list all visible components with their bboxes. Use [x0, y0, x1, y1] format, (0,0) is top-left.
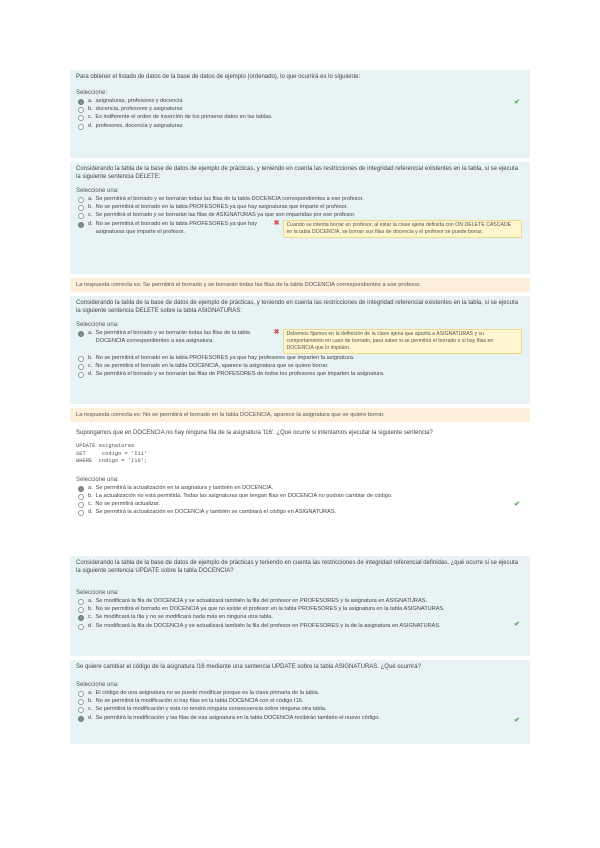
option-b[interactable]: b. No se permitirá la modificación si hay filas en la tabla DOCENCIA con el código I16. — [76, 697, 522, 705]
option-d[interactable]: d. Se permitirá el borrado y se borrarán las filas de PROFESORES de todos los profesores que imparten la asignatura. — [76, 370, 522, 378]
radio-button[interactable] — [78, 115, 84, 121]
correct-check-icon: ✔ — [514, 501, 520, 508]
answer-label: Seleccione: — [76, 90, 108, 96]
feedback-3 — [70, 408, 530, 422]
feedback-tip: Cuando se intenta borrar un profesor, al estar la clave ajena definida con ON DELETE CASCADE en la tabla DOCENCIA, se borran sus filas de docencia y el profesor se puede borrar. — [283, 220, 522, 238]
radio-button[interactable] — [78, 615, 84, 621]
question-text: Considerando la tabla de la base de datos de ejemplo de prácticas, y teniendo en cuenta las restricciones de integridad referencial existentes en la tabla, si se ejecuta la siguiente sentencia DELETE: — [76, 166, 518, 180]
answer-label: Seleccione una: — [76, 682, 119, 688]
answer-label: Seleccione una: — [76, 322, 119, 328]
option-d[interactable]: d. Se permitirá la actualización en DOCENCIA y también se cambiará el código en ASIGNATURAS. — [76, 508, 522, 516]
radio-button[interactable] — [78, 691, 84, 697]
radio-button[interactable] — [78, 607, 84, 613]
feedback-tip: Debemos fijarnos en la definición de la clave ajena que apunta a ASIGNATURAS y su comportamiento en caso de borrado, para saber si se permitirá el borrado o si hay filas en DOCENCIA que lo impiden. — [283, 329, 522, 354]
option-d[interactable]: d. Se permitirá la modificación y las filas de esa asignatura en la tabla DOCENCIA recibirán también el nuevo código. — [76, 714, 522, 722]
option-d[interactable]: d. Se modificará la fila de DOCENCIA y se actualizará también la fila del profesor en PROFESORES y la de la asignatura en ASIGNATURAS. — [76, 622, 522, 630]
option-b[interactable]: b. No se permitirá el borrado en DOCENCIA ya que no existe el profesor en la tabla PROFESORES y la asignatura en la tabla ASIGNATURAS. — [76, 605, 522, 613]
question-2 — [70, 162, 530, 274]
radio-button[interactable] — [78, 213, 84, 219]
option-c[interactable]: c. No se permitirá actualizar. — [76, 500, 522, 508]
radio-button[interactable] — [78, 99, 84, 105]
correct-check-icon: ✔ — [514, 99, 520, 106]
question-text: Supongamos que en DOCENCIA no hay ninguna fila de la asignatura 'I16'. ¿Qué ocurre si intentamos ejecutar la siguiente sentencia? — [76, 430, 433, 436]
question-4 — [70, 426, 530, 552]
correct-check-icon: ✔ — [514, 717, 520, 724]
answer-label: Seleccione una: — [76, 188, 119, 194]
option-c[interactable]: c. Se permitirá la modificación y esta no tendrá ninguna consecuencia sobre ninguna otra tabla. — [76, 705, 522, 713]
incorrect-cross-icon: ✖ — [273, 329, 280, 336]
radio-button[interactable] — [78, 364, 84, 370]
quiz-review-page — [70, 70, 530, 748]
option-b[interactable]: b. No se permitirá el borrado en la tabla PROFESORES ya que hay profesores que imparten la asignatura. — [76, 354, 522, 362]
radio-button[interactable] — [78, 372, 84, 378]
radio-button[interactable] — [78, 197, 84, 203]
option-a[interactable]: a. Se modificará la fila de DOCENCIA y se actualizará también la fila del profesor en PROFESORES y la asignatura en ASIGNATURAS. — [76, 597, 522, 605]
answer-label: Seleccione una: — [76, 590, 119, 596]
radio-button[interactable] — [78, 494, 84, 500]
option-b[interactable]: b. No se permitirá el borrado en la tabla PROFESORES ya que hay asignaturas que imparte el profesor. — [76, 203, 522, 211]
option-c[interactable]: c. No se permitirá el borrado en la tabla DOCENCIA, aparece la asignatura que se quiere borrar. — [76, 362, 522, 370]
answer-label: Seleccione una: — [76, 476, 119, 483]
radio-button[interactable] — [78, 356, 84, 362]
option-d[interactable]: d. No se permitirá el borrado en la tabla PROFESORES ya que hay asignaturas que imparte el profesor. ✖ Cuando se intenta borrar un profesor, al estar la clave ajena definida con ON DELETE CASCADE en la tabla DOCENCIA, se borran sus filas de docencia y el profesor se puede borrar. — [76, 220, 522, 238]
sql-code: UPDATE asignaturas SET codigo = 'I11' WHERE codigo = 'I16'; — [76, 443, 148, 465]
radio-button[interactable] — [78, 205, 84, 211]
radio-button[interactable] — [78, 107, 84, 113]
radio-button[interactable] — [78, 486, 84, 492]
correct-answer-text: La respuesta correcta es: No se permitirá el borrado en la tabla DOCENCIA, aparece la asignatura que se quiere borrar. — [76, 412, 385, 418]
question-text: Para obtener el listado de datos de la base de datos de ejemplo (ordenado), lo que ocurrirá es lo siguiente: — [76, 74, 361, 80]
option-a[interactable]: a. Se permitirá el borrado y se borrarán todas las filas de la tabla DOCENCIA correspondientes a esa asignatura. ✖ Debemos fijarnos en la definición de la clave ajena que apunta a ASIGNATURAS y su comportamiento en caso de borrado, para saber si se permitirá el borrado o si hay filas en DOCENCIA que lo impiden. — [76, 329, 522, 354]
option-a[interactable]: a. El código de una asignatura no se puede modificar porque es la clave primaria de la tabla. — [76, 689, 522, 697]
question-text: Se quiere cambiar el código de la asignatura I16 mediante una sentencia UPDATE sobre la tabla ASIGNATURAS. ¿Qué ocurrirá? — [76, 664, 421, 670]
question-5 — [70, 556, 530, 656]
option-a[interactable]: a. asignaturas, profesores y docencia — [76, 97, 522, 105]
radio-button[interactable] — [78, 124, 84, 130]
radio-button[interactable] — [78, 510, 84, 516]
radio-button[interactable] — [78, 716, 84, 722]
option-b[interactable]: b. docencia, profesores y asignaturas — [76, 105, 522, 113]
option-b[interactable]: b. La actualización no está permitida. Todas las asignaturas que tengan filas en DOCENCIA no podrán cambiar de código. — [76, 492, 522, 500]
question-6 — [70, 660, 530, 744]
radio-button[interactable] — [78, 331, 84, 337]
incorrect-cross-icon: ✖ — [273, 219, 280, 227]
radio-button[interactable] — [78, 502, 84, 508]
radio-button[interactable] — [78, 599, 84, 605]
radio-button[interactable] — [78, 699, 84, 705]
radio-button[interactable] — [78, 624, 84, 630]
correct-check-icon: ✔ — [514, 621, 520, 628]
question-3 — [70, 296, 530, 404]
correct-answer-text: La respuesta correcta es: Se permitirá el borrado y se borrarán todas las filas de la tabla DOCENCIA correspondientes a ese profesor. — [76, 282, 421, 288]
question-text: Considerando la tabla de la base de datos de ejemplo de prácticas, y teniendo en cuenta las restricciones de integridad referencial existentes en la tabla, si se ejecuta la siguiente sentencia DELETE sobre la tabla ASIGNATURAS: — [76, 300, 518, 314]
option-d[interactable]: d. profesores, docencia y asignaturas — [76, 122, 522, 130]
radio-button[interactable] — [78, 707, 84, 713]
question-1 — [70, 70, 530, 158]
option-c[interactable]: c. Se permitirá el borrado y se borrarán las filas de ASIGNATURAS ya que son impartidas por ese profesor. — [76, 211, 522, 219]
feedback-2 — [70, 278, 530, 292]
option-a[interactable]: a. Se permitirá la actualización en la asignatura y también en DOCENCIA. — [76, 484, 522, 492]
radio-button[interactable] — [78, 222, 84, 228]
option-c[interactable]: c. Es indiferente el orden de inserción de los primeros datos en las tablas. — [76, 113, 522, 121]
question-text: Considerando la tabla de la base de datos de ejemplo de prácticas y teniendo en cuenta las restricciones de integridad referencial definidas, ¿qué ocurre si se ejecuta la siguiente sentencia UPDATE sobre la tabla DOCENCIA? — [76, 560, 518, 574]
option-c[interactable]: c. Se modificará la fila y no se modificará nada más en ninguna otra tabla. — [76, 613, 522, 621]
option-a[interactable]: a. Se permitirá el borrado y se borrarán todas las filas de la tabla DOCENCIA correspondientes a ese profesor. — [76, 195, 522, 203]
